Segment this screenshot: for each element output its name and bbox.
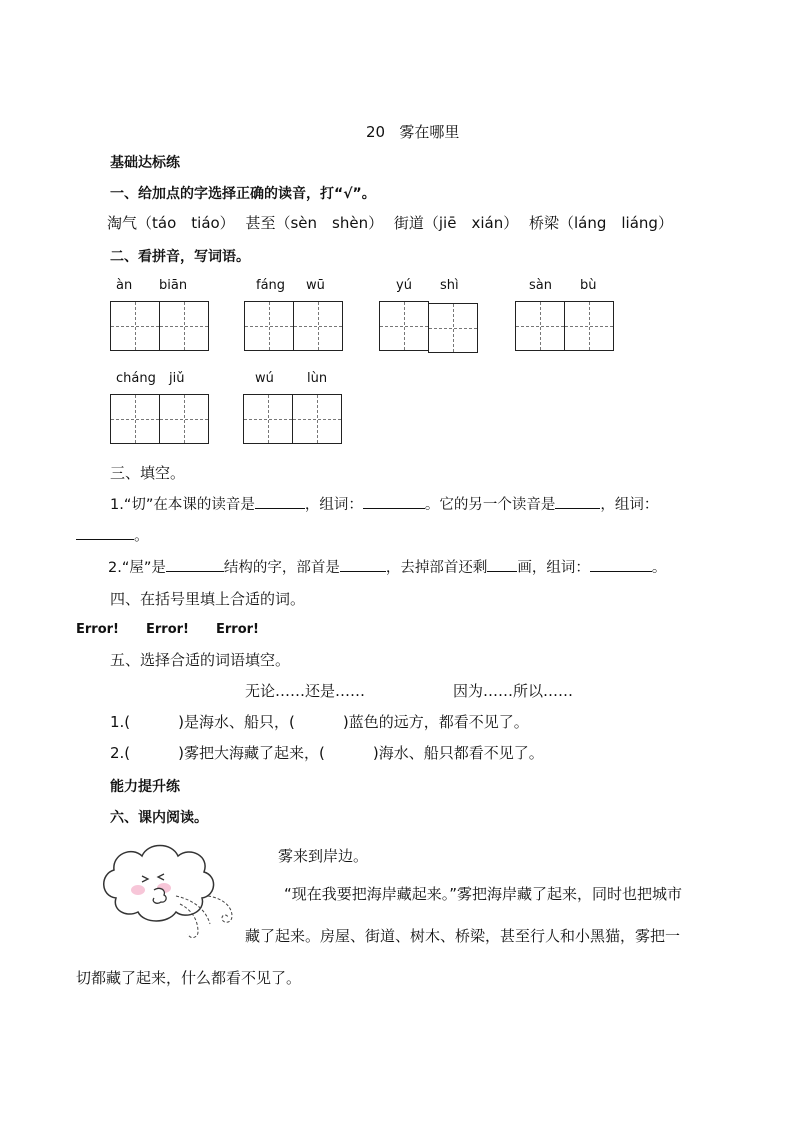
q3-line1: 1.“切”在本课的读音是 ，组词： 。它的另一个读音是 ，组词： bbox=[110, 494, 658, 515]
word-option: 因为……所以…… bbox=[453, 682, 574, 700]
pinyin-label: sàn bbox=[529, 278, 552, 293]
reading-p1: 雾来到岸边。 bbox=[278, 847, 369, 865]
q1-items bbox=[107, 213, 673, 233]
blank[interactable] bbox=[340, 557, 386, 572]
writing-grid[interactable] bbox=[379, 301, 478, 353]
page-title bbox=[366, 121, 459, 142]
pinyin-label: lùn bbox=[307, 371, 328, 386]
q1-item: 淘气（táo tiáo） bbox=[107, 214, 235, 232]
cloud-mouth bbox=[153, 888, 166, 903]
q2-heading: 二、看拼音，写词语。 bbox=[110, 249, 250, 265]
cloud-outline bbox=[104, 846, 214, 922]
reading-p2-line3: 切都藏了起来，什么都看不见了。 bbox=[76, 969, 302, 987]
pinyin-label: yú bbox=[396, 278, 412, 293]
grid-cell[interactable] bbox=[515, 301, 565, 351]
q4-heading: 四、在括号里填上合适的词。 bbox=[110, 590, 306, 608]
reading-p2-line1: “现在我要把海岸藏起来。”雾把海岸藏了起来，同时也把城市 bbox=[284, 885, 683, 903]
lesson-title: 雾在哪里 bbox=[399, 123, 460, 141]
pinyin-label: fáng bbox=[256, 278, 286, 293]
pinyin-label: biān bbox=[159, 278, 188, 293]
cloud-cheek bbox=[131, 885, 145, 895]
pinyin-label: wū bbox=[306, 278, 325, 293]
grid-cell[interactable] bbox=[564, 301, 614, 351]
grid-cell[interactable] bbox=[159, 301, 209, 351]
writing-grid[interactable] bbox=[244, 301, 343, 351]
reading-p2-line2: 藏了起来。房屋、街道、树木、桥梁，甚至行人和小黑猫，雾把一 bbox=[245, 927, 681, 945]
blank[interactable] bbox=[555, 494, 600, 509]
lesson-number: 20 bbox=[366, 123, 386, 141]
q5-sentence-2: 2.( )雾把大海藏了起来，( )海水、船只都看不见了。 bbox=[110, 744, 544, 762]
writing-grid[interactable] bbox=[110, 394, 209, 444]
pinyin-label: jiǔ bbox=[169, 371, 185, 386]
q1-heading: 一、给加点的字选择正确的读音，打“√”。 bbox=[110, 186, 376, 202]
q6-heading: 六、课内阅读。 bbox=[110, 810, 208, 826]
grid-cell[interactable] bbox=[110, 301, 160, 351]
word-option: 无论……还是…… bbox=[245, 682, 366, 700]
grid-cell[interactable] bbox=[292, 394, 342, 444]
error-text: Error! bbox=[76, 622, 119, 637]
q5-sentence-1: 1.( )是海水、船只，( )蓝色的远方，都看不见了。 bbox=[110, 713, 529, 731]
q1-item: 街道（jiē xián） bbox=[393, 214, 519, 232]
section-ability-heading: 能力提升练 bbox=[110, 779, 180, 795]
grid-cell[interactable] bbox=[243, 394, 293, 444]
q1-item: 桥梁（láng liáng） bbox=[528, 214, 673, 232]
blank[interactable] bbox=[76, 525, 134, 540]
pinyin-label: wú bbox=[255, 371, 274, 386]
grid-cell[interactable] bbox=[159, 394, 209, 444]
pinyin-label: àn bbox=[116, 278, 133, 293]
grid-cell[interactable] bbox=[110, 394, 160, 444]
writing-grid[interactable] bbox=[110, 301, 209, 351]
grid-cell[interactable] bbox=[293, 301, 343, 351]
grid-cell[interactable] bbox=[244, 301, 294, 351]
breath-swirl bbox=[208, 896, 232, 922]
blank[interactable] bbox=[166, 557, 224, 572]
error-text: Error! bbox=[216, 622, 259, 637]
writing-grid[interactable] bbox=[515, 301, 614, 351]
grid-cell[interactable] bbox=[428, 303, 478, 353]
q3-line2: 2.“屋”是 结构的字，部首是 ，去掉部首还剩 画，组词： 。 bbox=[108, 557, 666, 578]
pinyin-label: cháng bbox=[116, 371, 156, 386]
blank[interactable] bbox=[363, 494, 425, 509]
writing-grid[interactable] bbox=[243, 394, 342, 444]
section-basic-heading: 基础达标练 bbox=[110, 155, 180, 171]
pinyin-label: bù bbox=[580, 278, 597, 293]
pinyin-label: shì bbox=[440, 278, 459, 293]
grid-cell[interactable] bbox=[379, 301, 429, 351]
q5-heading: 五、选择合适的词语填空。 bbox=[110, 651, 291, 669]
q3-line1-cont: 。 bbox=[76, 525, 149, 545]
blank[interactable] bbox=[255, 494, 305, 509]
error-text: Error! bbox=[146, 622, 189, 637]
blank[interactable] bbox=[590, 557, 652, 572]
fog-cloud-illustration bbox=[96, 834, 238, 946]
q3-heading: 三、填空。 bbox=[110, 464, 186, 482]
blank[interactable] bbox=[487, 557, 517, 572]
q1-item: 甚至（sèn shèn） bbox=[245, 214, 384, 232]
